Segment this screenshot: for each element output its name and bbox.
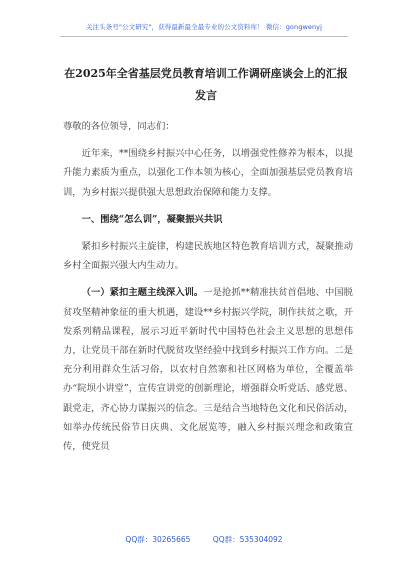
greeting: 尊敬的各位领导，同志们： [63,121,175,132]
title-line-2: 发言 [195,89,217,102]
footer-qq-2: QQ群：535304092 [212,535,283,544]
section-1-heading: 一、围绕“怎么训”，凝聚振兴共识 [81,213,223,225]
document-body [63,117,353,456]
footer-contact [0,534,408,545]
document-title [62,63,350,107]
subsection-1-text: 一是抢抓**精准扶贫首倡地、中国脱贫攻坚精神象征的重大机遇，建设**乡村振兴学院，制作扶贫之歌，开发系列精品课程，展示习近平新时代中国特色社会主义思想的思想伟力，让党员干部在新时代脱贫攻坚经验中找到乡村振兴工作方向。二是充分利用群众生活习俗，以农村自然寨和社区网格为单位，全覆盖举办“院坝小讲堂”，宣传宣讲党的创新理论，增强群众听党话、感党恩、跟党走，齐心协力谋振兴的信念。三是结合当地特色文化和民俗活动，如举办传统民俗节日庆典、文化展览等，融入乡村振兴理念和政策宣传，使党员 [63,287,353,453]
header-divider [60,36,348,37]
intro-paragraph: 近年来，**围绕乡村振兴中心任务，以增强党性修养为根本，以提升能力素质为重点，以强化工作本领为核心，全面加强基层党员教育培训，为乡村振兴提供强大思想政治保障和能力支撑。 [63,148,353,198]
title-line-1: 在2025年全省基层党员教育培训工作调研座谈会上的汇报 [64,67,348,80]
subsection-1-paragraph [63,283,353,456]
subsection-1-heading: （一）紧扣主题主线深入训。 [81,287,204,299]
footer-qq-1: QQ群：30265665 [125,535,191,544]
section-1-paragraph: 紧扣乡村振兴主旋律，构建民族地区特色教育培训方式，凝聚推动乡村全面振兴强大内生动力。 [63,241,353,272]
header-promo-note: 关注头条号"公文研究"，获得最新最全最专业的公文资料库！ 微信：gongwenyj [85,23,323,31]
